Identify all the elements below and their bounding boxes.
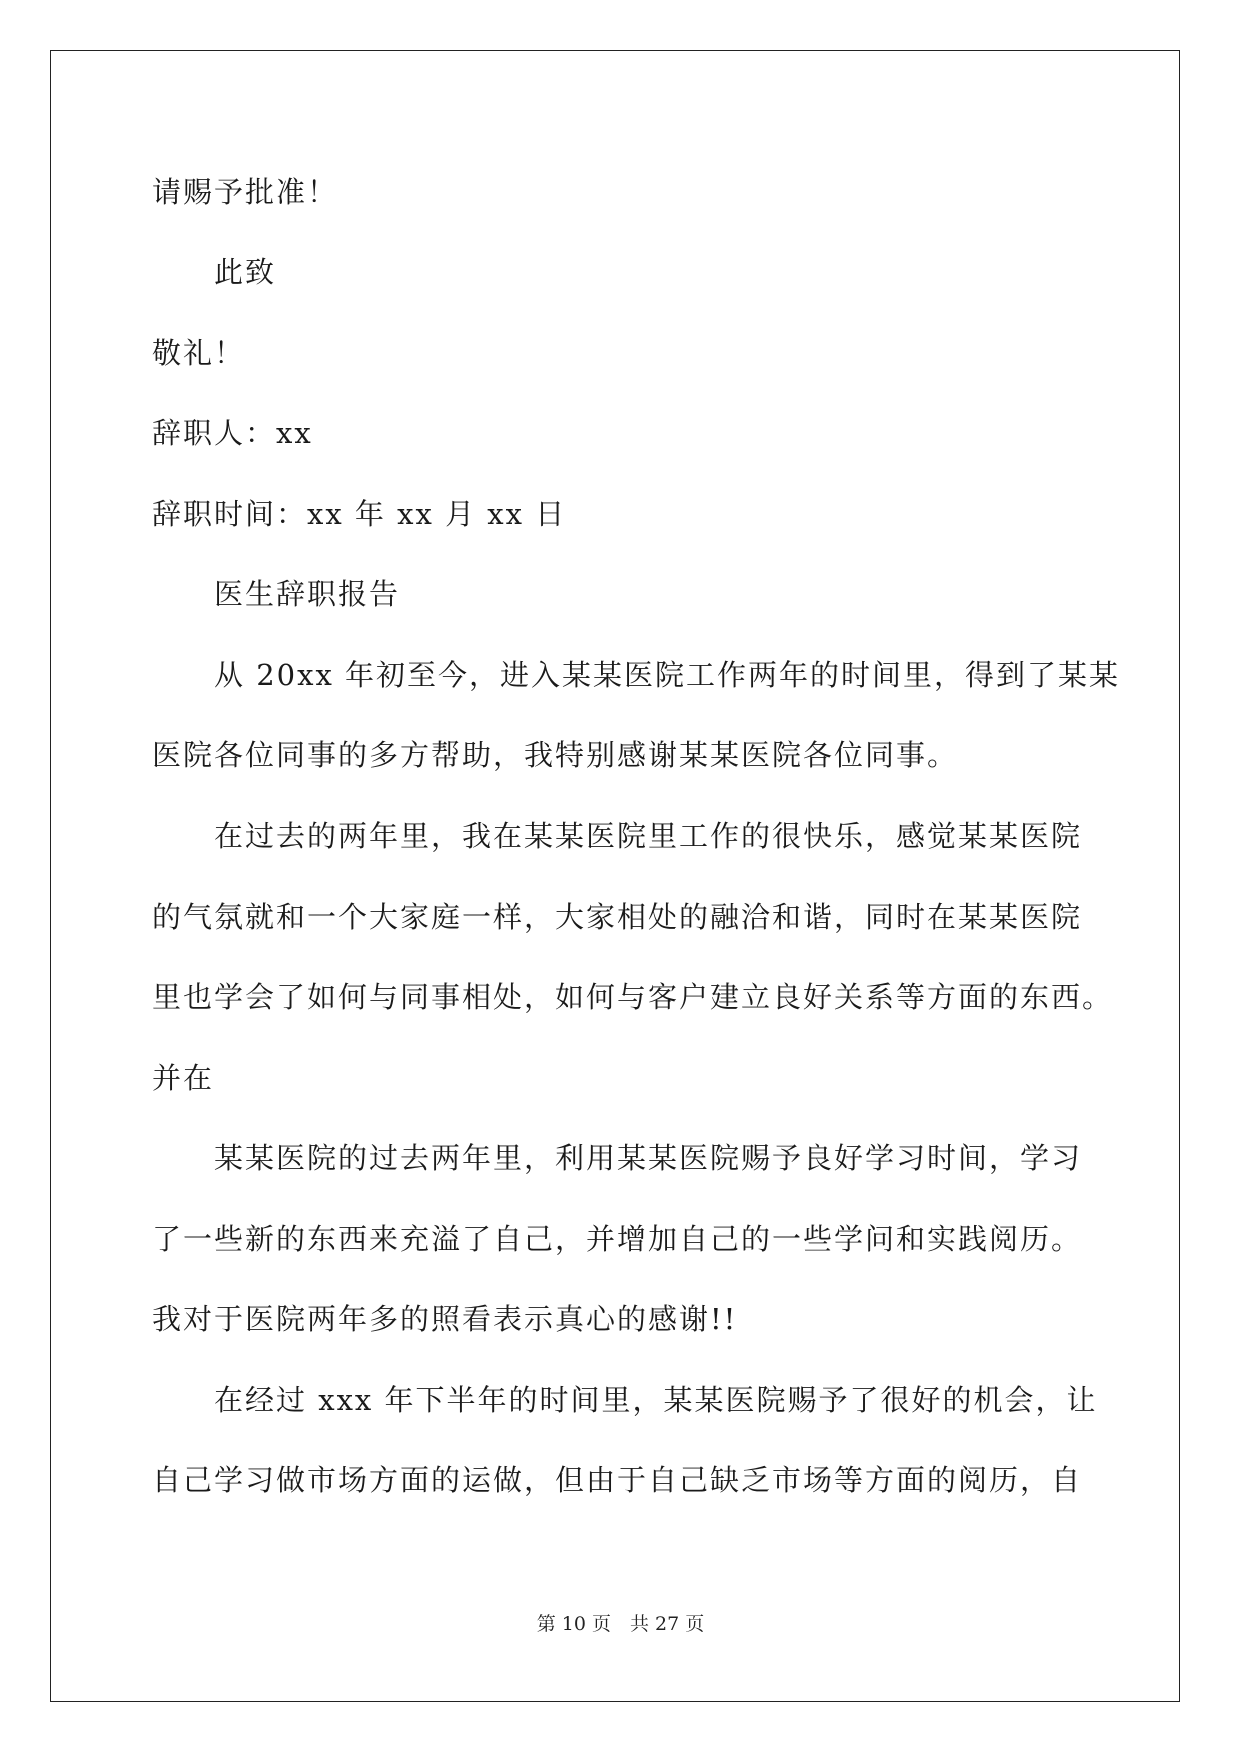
text-line: 我对于医院两年多的照看表示真心的感谢!! <box>152 1302 738 1336</box>
section-heading: 医生辞职报告 <box>214 577 401 611</box>
text-line: 在经过 xxx 年下半年的时间里，某某医院赐予了很好的机会，让 <box>214 1383 1098 1417</box>
text-line: 里也学会了如何与同事相处，如何与客户建立良好关系等方面的东西。 <box>152 980 1114 1014</box>
text-line: 此致 <box>214 255 277 289</box>
text-line: 在过去的两年里，我在某某医院里工作的很快乐，感觉某某医院 <box>214 819 1083 853</box>
text-line: 了一些新的东西来充溢了自己，并增加自己的一些学问和实践阅历。 <box>152 1222 1083 1256</box>
text-line: 的气氛就和一个大家庭一样，大家相处的融洽和谐，同时在某某医院 <box>152 900 1083 934</box>
text-line: 从 20xx 年初至今，进入某某医院工作两年的时间里，得到了某某 <box>214 658 1121 692</box>
text-line: 敬礼！ <box>152 336 246 370</box>
text-line: 辞职人：xx <box>152 416 313 450</box>
text-line: 请赐予批准！ <box>152 175 339 209</box>
text-line: 医院各位同事的多方帮助，我特别感谢某某医院各位同事。 <box>152 738 959 772</box>
text-line: 并在 <box>152 1061 215 1095</box>
page-border <box>50 50 1180 1702</box>
text-line: 辞职时间：xx 年 xx 月 xx 日 <box>152 497 567 531</box>
text-line: 某某医院的过去两年里，利用某某医院赐予良好学习时间，学习 <box>214 1141 1083 1175</box>
page-number-footer: 第 10 页 共 27 页 <box>536 1613 705 1635</box>
text-line: 自己学习做市场方面的运做，但由于自己缺乏市场等方面的阅历，自 <box>152 1463 1083 1497</box>
